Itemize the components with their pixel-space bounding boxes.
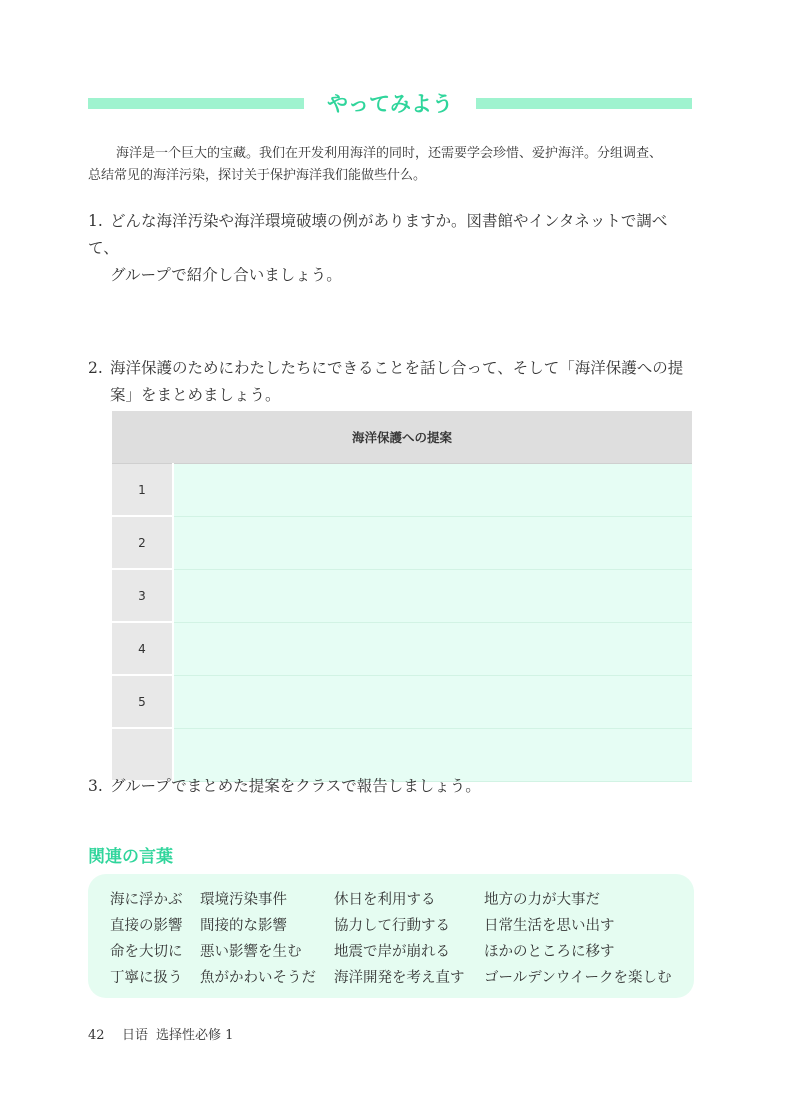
table-row	[112, 464, 692, 517]
proposal-table	[112, 411, 692, 782]
intro-line: 海洋是一个巨大的宝藏。我们在开发利用海洋的同时，还需要学会珍惜、爱护海洋。分组调查、	[116, 146, 663, 161]
related-words-title: 関連の言葉	[88, 847, 173, 867]
related-word: 丁寧に扱う	[110, 970, 183, 986]
question-text: 案」をまとめましょう。	[110, 386, 281, 404]
table-row	[112, 675, 692, 728]
proposal-input-cell[interactable]	[173, 675, 692, 728]
question-number: 1.	[88, 212, 103, 230]
proposal-table-header: 海洋保護への提案	[112, 411, 692, 464]
question-number: 2.	[88, 359, 103, 377]
book-title: 日语	[122, 1028, 149, 1043]
row-number: 5	[112, 675, 173, 728]
related-word: 命を大切に	[110, 944, 183, 960]
related-word: 日常生活を思い出す	[484, 918, 615, 934]
question-text: どんな海洋汚染や海洋環境破壊の例がありますか。図書館やインタネットで調べて、	[88, 212, 668, 257]
page-number: 42	[88, 1028, 105, 1043]
table-row	[112, 516, 692, 569]
intro-paragraph	[88, 143, 698, 187]
question-3	[88, 773, 698, 800]
proposal-input-cell[interactable]	[173, 516, 692, 569]
page-footer	[88, 1024, 233, 1043]
row-number: 1	[112, 464, 173, 517]
related-word: 地震で岸が崩れる	[334, 944, 450, 960]
related-word: ほかのところに移す	[484, 944, 615, 960]
related-word: 海洋開発を考え直す	[334, 970, 465, 986]
question-text: 海洋保護のためにわたしたちにできることを話し合って、そして「海洋保護への提	[110, 359, 684, 377]
proposal-input-cell[interactable]	[173, 569, 692, 622]
question-text: グループで紹介し合いましょう。	[110, 266, 342, 284]
proposal-input-cell[interactable]	[173, 464, 692, 517]
question-1	[88, 208, 698, 289]
table-row	[112, 622, 692, 675]
row-number: 3	[112, 569, 173, 622]
question-text: グループでまとめた提案をクラスで報告しましょう。	[110, 777, 481, 795]
related-words-grid	[110, 888, 684, 990]
related-word: 協力して行動する	[334, 918, 450, 934]
intro-line: 总结常见的海洋污染，探讨关于保护海洋我们能做些什么。	[88, 168, 427, 183]
section-banner	[88, 92, 692, 116]
related-word: 悪い影響を生む	[200, 944, 302, 960]
book-volume: 选择性必修 1	[156, 1028, 234, 1043]
related-word: 直接の影響	[110, 918, 183, 934]
related-word: ゴールデンウイークを楽しむ	[484, 970, 672, 986]
related-word: 間接的な影響	[200, 918, 287, 934]
proposal-input-cell[interactable]	[173, 622, 692, 675]
row-number: 2	[112, 516, 173, 569]
banner-bar-right	[476, 98, 692, 109]
related-word: 海に浮かぶ	[110, 892, 183, 908]
question-2	[88, 355, 698, 409]
related-word: 休日を利用する	[334, 892, 436, 908]
related-words-box	[88, 874, 694, 998]
related-word: 環境汚染事件	[200, 892, 287, 908]
row-number: 4	[112, 622, 173, 675]
section-title: やってみよう	[327, 92, 453, 116]
question-number: 3.	[88, 777, 103, 795]
related-word: 魚がかわいそうだ	[200, 970, 316, 986]
related-word: 地方の力が大事だ	[484, 892, 600, 908]
banner-bar-left	[88, 98, 304, 109]
table-row	[112, 569, 692, 622]
